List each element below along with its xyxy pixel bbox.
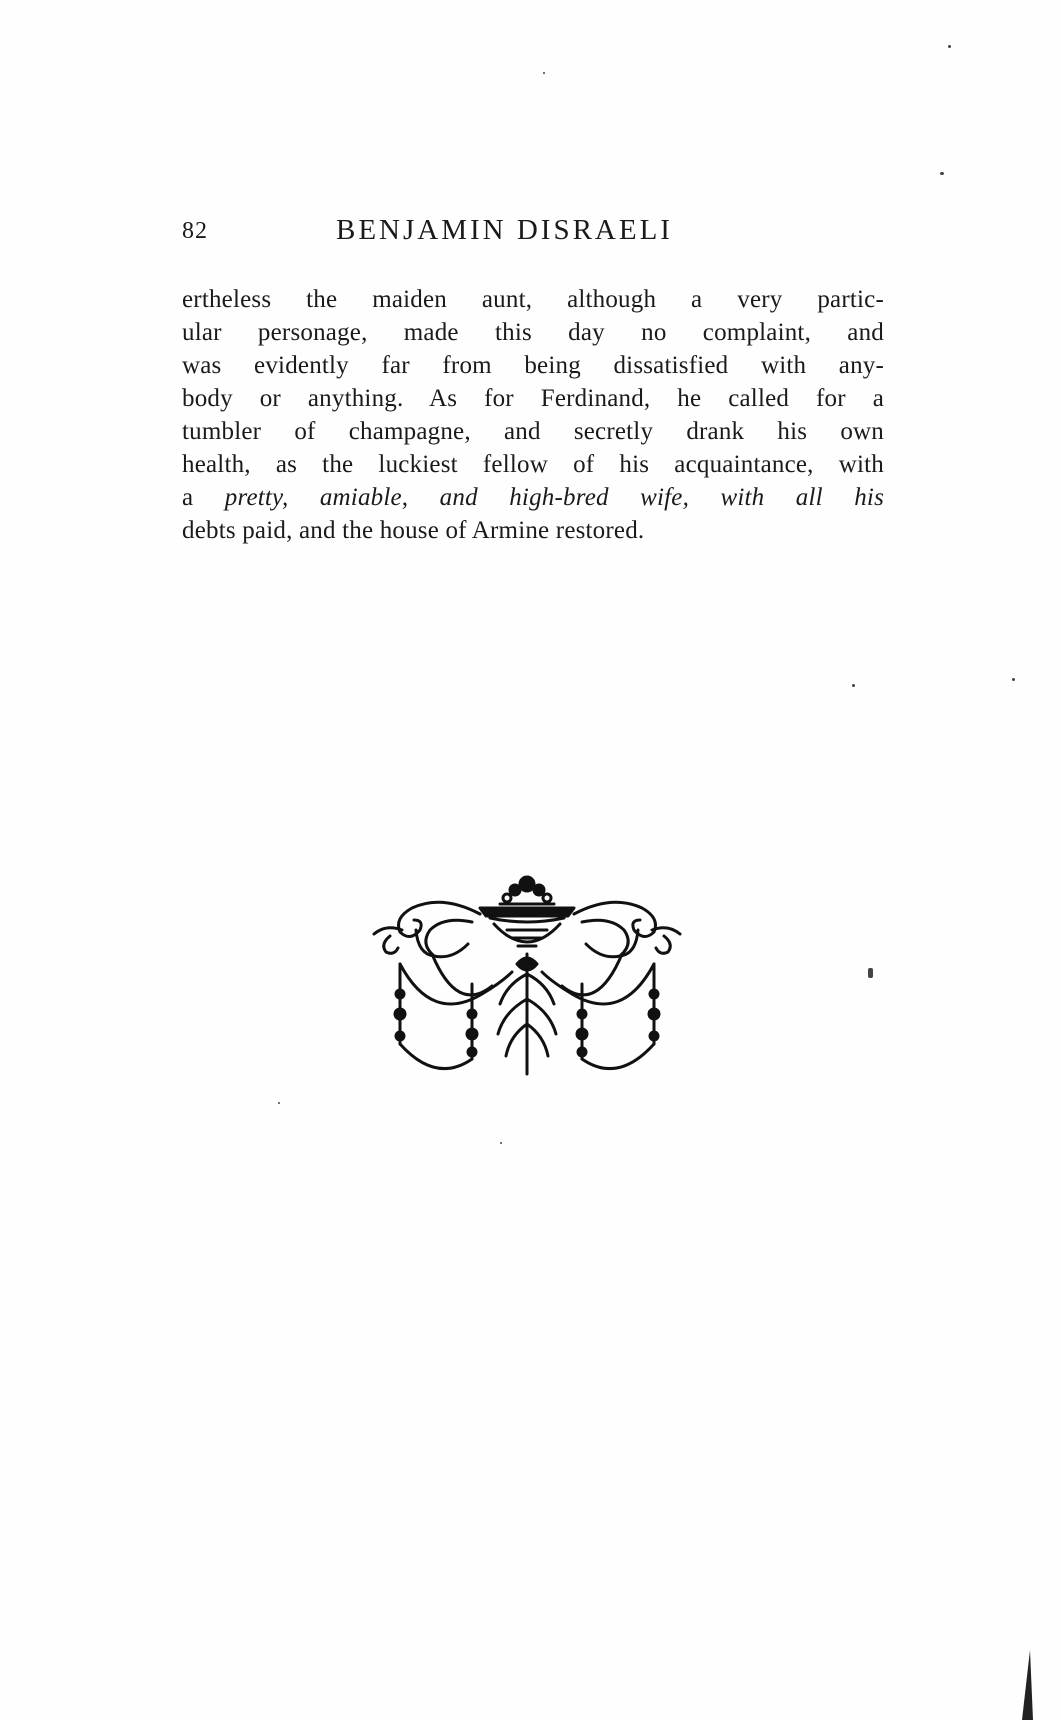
text-line: was evidently far from being dissatisfied with any- xyxy=(182,352,884,379)
scan-speck xyxy=(500,1142,502,1144)
text-line: health, as the luckiest fellow of his acquaintance, with xyxy=(182,451,884,478)
text-line: body or anything. As for Ferdinand, he called for a xyxy=(182,385,884,412)
scan-speck xyxy=(868,968,873,978)
text-line-last: debts paid, and the house of Armine restored. xyxy=(182,517,645,544)
scan-speck xyxy=(940,172,944,175)
running-head xyxy=(182,214,892,254)
scan-edge-mark xyxy=(1020,1650,1034,1720)
text-line: ular personage, made this day no complaint, and xyxy=(182,319,884,346)
page-number: 82 xyxy=(182,218,208,244)
text-line: tumbler of champagne, and secretly drank his own xyxy=(182,418,884,445)
floral-urn-tailpiece-icon xyxy=(372,864,682,1079)
scan-speck xyxy=(278,1102,280,1104)
text-line xyxy=(182,481,884,514)
text-line: ertheless the maiden aunt, although a very partic- xyxy=(182,286,884,313)
scan-speck xyxy=(543,72,545,74)
text-line-prefix: a xyxy=(182,484,225,511)
scan-speck xyxy=(1012,678,1015,681)
italic-phrase: pretty, amiable, and high-bred wife, with all his xyxy=(224,484,885,511)
scan-speck xyxy=(852,684,855,687)
scan-speck xyxy=(948,45,951,48)
running-title: BENJAMIN DISRAELI xyxy=(336,214,673,246)
body-paragraph xyxy=(182,283,884,547)
